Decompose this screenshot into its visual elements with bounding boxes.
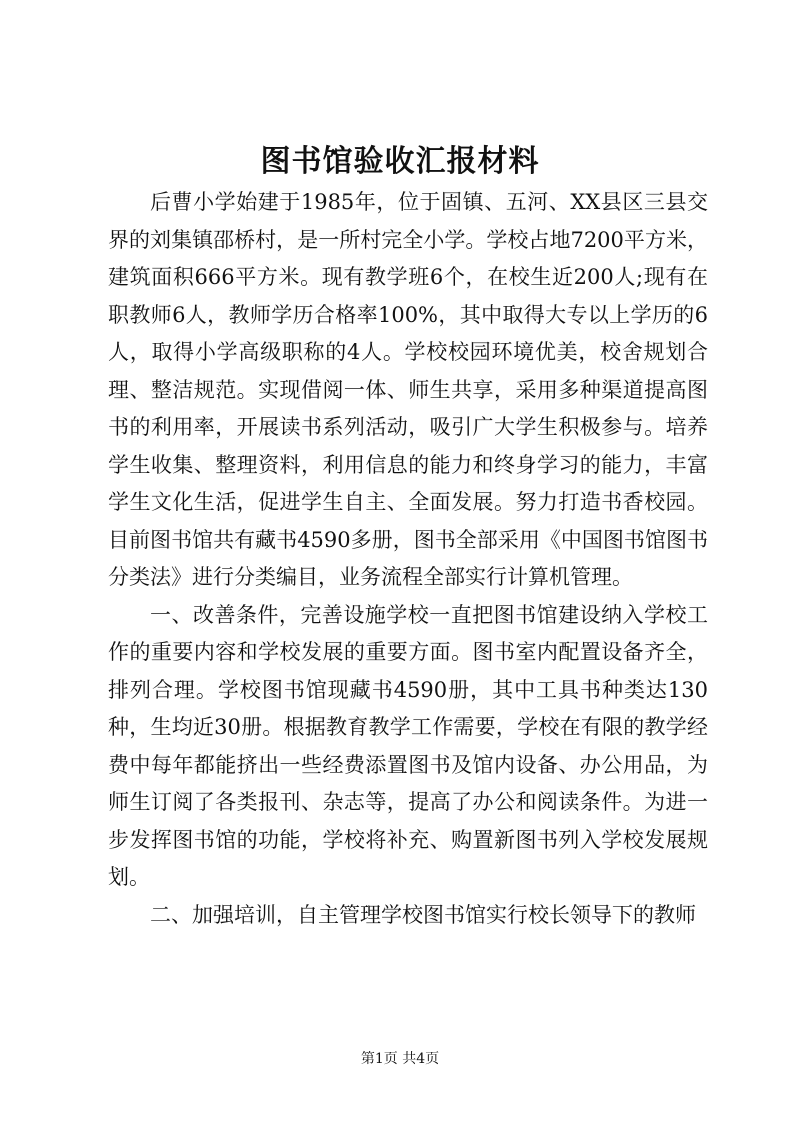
document-body	[108, 184, 708, 934]
paragraph-intro: 后曹小学始建于1985年，位于固镇、五河、XX县区三县交界的刘集镇邵桥村，是一所村完全小学。学校占地7200平方米，建筑面积666平方米。现有教学班6个，在校生近200人;现有在职教师6人，教师学历合格率100%，其中取得大专以上学历的6人，取得小学高级职称的4人。学校校园环境优美，校舍规划合理、整洁规范。实现借阅一体、师生共享，采用多种渠道提高图书的利用率，开展读书系列活动，吸引广大学生积极参与。培养学生收集、整理资料，利用信息的能力和终身学习的能力，丰富学生文化生活，促进学生自主、全面发展。努力打造书香校园。目前图书馆共有藏书4590多册，图书全部采用《中国图书馆图书分类法》进行分类编目，业务流程全部实行计算机管理。	[108, 190, 708, 589]
page-footer: 第1页 共4页	[360, 1051, 440, 1067]
paragraph-section-1: 一、改善条件，完善设施学校一直把图书馆建设纳入学校工作的重要内容和学校发展的重要方面。图书室内配置设备齐全，排列合理。学校图书馆现藏书4590册，其中工具书种类达130种，生均近30册。根据教育教学工作需要，学校在有限的教学经费中每年都能挤出一些经费添置图书及馆内设备、办公用品，为师生订阅了各类报刊、杂志等，提高了办公和阅读条件。为进一步发挥图书馆的功能，学校将补充、购置新图书列入学校发展规划。	[108, 602, 708, 889]
page-title: 图书馆验收汇报材料	[260, 144, 540, 179]
paragraph-section-2: 二、加强培训，自主管理学校图书馆实行校长领导下的教师	[150, 902, 696, 927]
